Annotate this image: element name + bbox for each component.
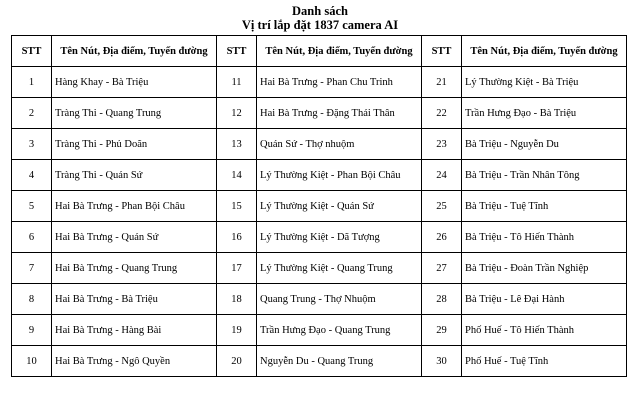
- header-location: Tên Nút, Địa điểm, Tuyến đường: [52, 36, 217, 67]
- table-row: [12, 160, 627, 191]
- stt-cell: 7: [12, 253, 52, 284]
- stt-cell: 5: [12, 191, 52, 222]
- table-row: [12, 315, 627, 346]
- stt-cell: 28: [422, 284, 462, 315]
- location-cell: Lý Thường Kiệt - Dã Tượng: [257, 222, 422, 253]
- stt-cell: 2: [12, 98, 52, 129]
- stt-cell: 24: [422, 160, 462, 191]
- stt-cell: 18: [217, 284, 257, 315]
- stt-cell: 30: [422, 346, 462, 377]
- location-cell: Hai Bà Trưng - Phan Chu Trinh: [257, 67, 422, 98]
- stt-cell: 23: [422, 129, 462, 160]
- stt-cell: 21: [422, 67, 462, 98]
- table-row: [12, 284, 627, 315]
- stt-cell: 22: [422, 98, 462, 129]
- location-cell: Trần Hưng Đạo - Bà Triệu: [462, 98, 627, 129]
- table-body: [12, 67, 627, 377]
- location-cell: Hai Bà Trưng - Bà Triệu: [52, 284, 217, 315]
- stt-cell: 13: [217, 129, 257, 160]
- table-row: [12, 98, 627, 129]
- location-cell: Hai Bà Trưng - Đặng Thái Thân: [257, 98, 422, 129]
- location-cell: Bà Triệu - Lê Đại Hành: [462, 284, 627, 315]
- stt-cell: 4: [12, 160, 52, 191]
- stt-cell: 3: [12, 129, 52, 160]
- location-cell: Bà Triệu - Trần Nhân Tông: [462, 160, 627, 191]
- location-cell: Phố Huế - Tuệ Tĩnh: [462, 346, 627, 377]
- stt-cell: 9: [12, 315, 52, 346]
- table-header-row: [12, 36, 627, 67]
- stt-cell: 14: [217, 160, 257, 191]
- document-title: Danh sách: [292, 4, 348, 18]
- location-cell: Hai Bà Trưng - Quang Trung: [52, 253, 217, 284]
- stt-cell: 10: [12, 346, 52, 377]
- stt-cell: 20: [217, 346, 257, 377]
- stt-cell: 29: [422, 315, 462, 346]
- stt-cell: 27: [422, 253, 462, 284]
- location-cell: Lý Thường Kiệt - Phan Bội Châu: [257, 160, 422, 191]
- location-cell: Trần Hưng Đạo - Quang Trung: [257, 315, 422, 346]
- location-cell: Nguyễn Du - Quang Trung: [257, 346, 422, 377]
- table-row: [12, 346, 627, 377]
- stt-cell: 25: [422, 191, 462, 222]
- location-cell: Hai Bà Trưng - Quán Sứ: [52, 222, 217, 253]
- stt-cell: 12: [217, 98, 257, 129]
- stt-cell: 8: [12, 284, 52, 315]
- camera-location-table: [11, 35, 627, 377]
- header-stt: STT: [12, 36, 52, 67]
- header-stt: STT: [422, 36, 462, 67]
- stt-cell: 17: [217, 253, 257, 284]
- header-location: Tên Nút, Địa điểm, Tuyến đường: [462, 36, 627, 67]
- header-stt: STT: [217, 36, 257, 67]
- location-cell: Tràng Thi - Phủ Doãn: [52, 129, 217, 160]
- location-cell: Hai Bà Trưng - Phan Bội Châu: [52, 191, 217, 222]
- location-cell: Tràng Thi - Quang Trung: [52, 98, 217, 129]
- location-cell: Bà Triệu - Nguyễn Du: [462, 129, 627, 160]
- location-cell: Quang Trung - Thợ Nhuộm: [257, 284, 422, 315]
- header-location: Tên Nút, Địa điểm, Tuyến đường: [257, 36, 422, 67]
- table-row: [12, 191, 627, 222]
- stt-cell: 16: [217, 222, 257, 253]
- table-row: [12, 222, 627, 253]
- location-cell: Bà Triệu - Tô Hiến Thành: [462, 222, 627, 253]
- location-cell: Phố Huế - Tô Hiến Thành: [462, 315, 627, 346]
- location-cell: Lý Thường Kiệt - Bà Triệu: [462, 67, 627, 98]
- stt-cell: 6: [12, 222, 52, 253]
- table-row: [12, 253, 627, 284]
- table-row: [12, 129, 627, 160]
- stt-cell: 11: [217, 67, 257, 98]
- location-cell: Lý Thường Kiệt - Quang Trung: [257, 253, 422, 284]
- table-row: [12, 67, 627, 98]
- document-subtitle: Vị trí lắp đặt 1837 camera AI: [241, 18, 399, 32]
- stt-cell: 19: [217, 315, 257, 346]
- location-cell: Hai Bà Trưng - Ngô Quyền: [52, 346, 217, 377]
- location-cell: Bà Triệu - Đoàn Trần Nghiệp: [462, 253, 627, 284]
- stt-cell: 26: [422, 222, 462, 253]
- location-cell: Tràng Thi - Quán Sứ: [52, 160, 217, 191]
- location-cell: Lý Thường Kiệt - Quán Sứ: [257, 191, 422, 222]
- location-cell: Hai Bà Trưng - Hàng Bài: [52, 315, 217, 346]
- stt-cell: 15: [217, 191, 257, 222]
- location-cell: Hàng Khay - Bà Triệu: [52, 67, 217, 98]
- location-cell: Bà Triệu - Tuệ Tĩnh: [462, 191, 627, 222]
- location-cell: Quán Sứ - Thợ nhuộm: [257, 129, 422, 160]
- stt-cell: 1: [12, 67, 52, 98]
